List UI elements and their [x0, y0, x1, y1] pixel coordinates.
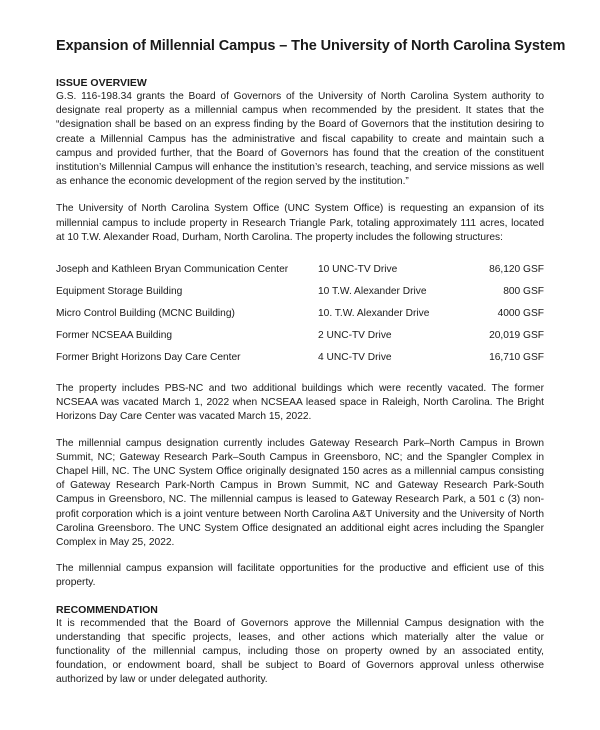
structure-address: 10. T.W. Alexander Drive — [318, 308, 430, 320]
para2-text-a: The University of North Carolina System Office (UNC System Office) is requesting an expansion of its millennial campus to include — [56, 203, 544, 229]
structure-name: Former Bright Horizons Day Care Center — [56, 351, 241, 363]
structure-row — [56, 303, 544, 325]
structure-area: 4000 GSF — [497, 308, 544, 320]
document-title: Expansion of Millennial Campus – The University of North Carolina System — [56, 38, 566, 54]
structure-area: 800 GSF — [503, 286, 544, 298]
issue-overview-paragraph-4: The millennial campus designation currently includes Gateway Research Park–North Campus in Brown Summit, NC; Gateway Research Park–South Campus in Greensboro, NC; and the Spangler Complex in Chapel Hill, NC. The UNC System Office originally designated 150 acres as a millennial campus consisting of Gateway Research Park-North Campus in Brown Summit, NC and Gateway Research Park-South Campus in Greensboro, NC. The millennial campus is leased to Gateway Research Park, a 501 c (3) non-profit corporation which is a joint venture between North Carolina A&T University and the University of North Carolina Greensboro. The UNC System Office designated an additional eight acres including the Spangler Complex in May 25, 2022. — [56, 437, 544, 549]
structure-row — [56, 346, 544, 368]
structure-row — [56, 259, 544, 281]
issue-overview-paragraph-1: G.S. 116-198.34 grants the Board of Governors of the University of North Carolina System authority to designate real property as a millennial campus when recommended by the president. It states that the “designation shall be based on an express finding by the Board of Governors that the institution desiring to create a Millennial Campus has the administrative and fiscal capability to create and maintain such a campus and provided further, that the Board of Governors has found that the creation of the constituent institution’s Millennial Campus will enhance the institution’s research, teaching, and service missions as well as enhance the economic development of the region served by the institution.” — [56, 91, 544, 188]
issue-overview-heading: ISSUE OVERVIEW — [56, 77, 147, 89]
structure-name: Equipment Storage Building — [56, 286, 183, 298]
structure-address: 10 T.W. Alexander Drive — [318, 286, 427, 298]
structure-area: 20,019 GSF — [489, 329, 544, 341]
recommendation-paragraph: It is recommended that the Board of Governors approve the Millennial Campus designation with the understanding that specific projects, leases, and other actions which materially alter the value or functionality of the millennial campus, including those on property owned by an associated entity, foundation, or endowment board, shall be subject to Board of Governors approval unless otherwise authorized by law or under delegated authority. — [56, 617, 544, 686]
recommendation-heading: RECOMMENDATION — [56, 603, 158, 616]
para2-text-b: property in Research Triangle Park, totaling approximately 111 acres, located at 10 T.W. Alexander Road, Durham, North Carolina — [56, 217, 544, 243]
issue-overview-paragraph-5: The millennial campus expansion will facilitate opportunities for the productive and efficient use of this property. — [56, 563, 544, 589]
structure-name: Joseph and Kathleen Bryan Communication Center — [56, 264, 289, 276]
structure-name: Former NCSEAA Building — [56, 329, 173, 341]
structure-row — [56, 281, 544, 303]
structures-table — [56, 259, 544, 368]
issue-overview-paragraph-3: The property includes PBS-NC and two additional buildings which were recently vacated. The former NCSEAA was vacated March 1, 2022 when NCSEAA leased space in Raleigh, North Carolina. The Bright Horizons Day Care Center was vacated March 15, 2022. — [56, 383, 544, 423]
structure-address: 4 UNC-TV Drive — [318, 351, 392, 363]
issue-overview-paragraph-2 — [56, 202, 544, 245]
structure-area: 86,120 GSF — [489, 264, 544, 276]
structure-name: Micro Control Building (MCNC Building) — [56, 308, 235, 320]
structure-address: 2 UNC-TV Drive — [318, 329, 392, 341]
para2-text-c: . The property includes the following structures: — [289, 231, 503, 243]
structure-area: 16,710 GSF — [489, 351, 544, 363]
structure-address: 10 UNC-TV Drive — [318, 264, 398, 276]
structure-row — [56, 324, 544, 346]
